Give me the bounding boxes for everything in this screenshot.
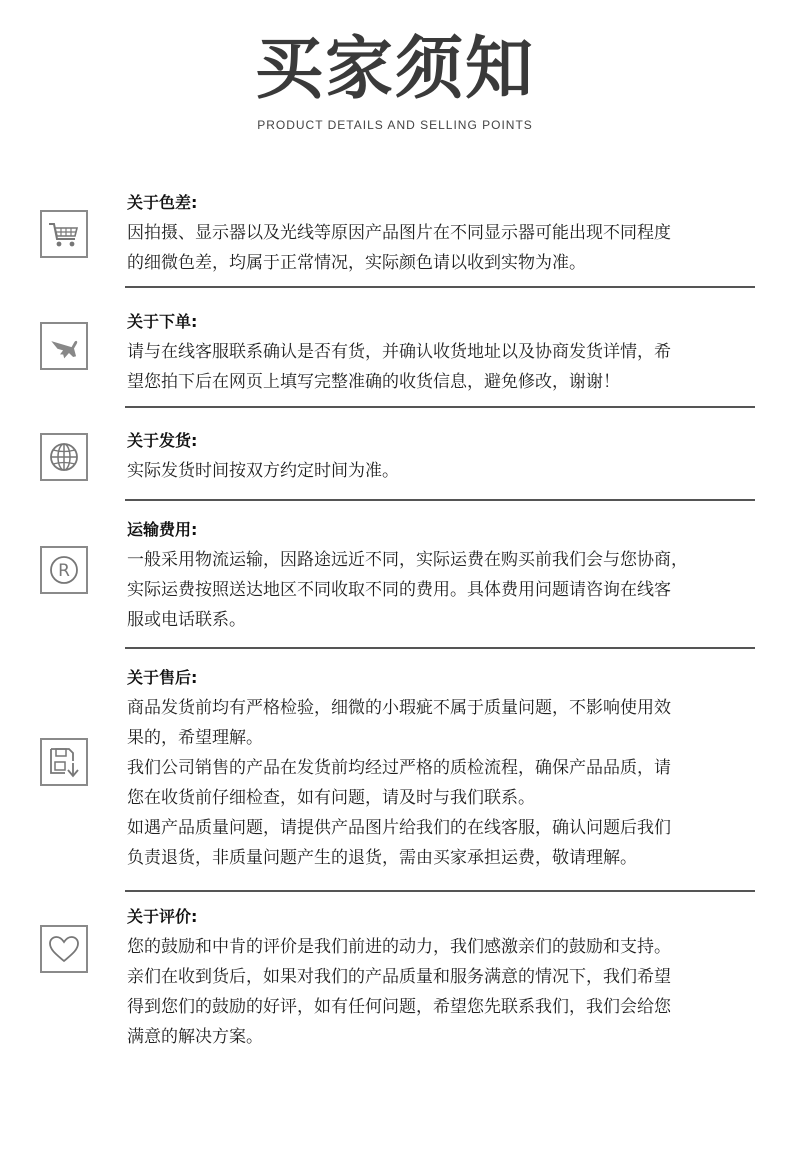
airplane-icon <box>40 322 88 370</box>
section-text-line: 我们公司销售的产品在发货前均经过严格的质检流程，确保产品品质，请 <box>127 758 671 778</box>
section-text-line: 请与在线客服联系确认是否有货，并确认收货地址以及协商发货详情，希 <box>127 342 671 362</box>
shopping-cart-icon <box>40 210 88 258</box>
save-download-icon <box>40 738 88 786</box>
section-ordering <box>127 311 747 397</box>
globe-icon <box>40 433 88 481</box>
divider <box>125 890 755 892</box>
divider <box>125 406 755 408</box>
section-text-line: 实际发货时间按双方约定时间为准。 <box>127 461 399 481</box>
section-text-line: 因拍摄、显示器以及光线等原因产品图片在不同显示器可能出现不同程度 <box>127 223 671 243</box>
heart-icon <box>40 925 88 973</box>
section-text-line: 您在收货前仔细检查，如有问题，请及时与我们联系。 <box>127 788 535 808</box>
section-text-line: 满意的解决方案。 <box>127 1027 263 1047</box>
section-color-difference <box>127 192 747 278</box>
section-text-line: 负责退货，非质量问题产生的退货，需由买家承担运费，敬请理解。 <box>127 848 637 868</box>
section-title: 关于售后: <box>127 668 198 687</box>
section-text-line: 望您拍下后在网页上填写完整准确的收货信息，避免修改，谢谢！ <box>127 372 620 392</box>
divider <box>125 499 755 501</box>
section-text-line: 商品发货前均有严格检验，细微的小瑕疵不属于质量问题，不影响使用效 <box>127 698 671 718</box>
svg-text:R: R <box>58 561 70 581</box>
divider <box>125 286 755 288</box>
section-text-line: 实际运费按照送达地区不同收取不同的费用。具体费用问题请咨询在线客 <box>127 580 671 600</box>
section-text-line: 得到您们的鼓励的好评，如有任何问题，希望您先联系我们，我们会给您 <box>127 997 671 1017</box>
section-reviews <box>127 906 747 1052</box>
section-text-line: 的细微色差，均属于正常情况，实际颜色请以收到实物为准。 <box>127 253 586 273</box>
section-text-line: 果的，希望理解。 <box>127 728 263 748</box>
section-text-line: 一般采用物流运输，因路途远近不同，实际运费在购买前我们会与您协商， <box>127 550 688 570</box>
divider <box>125 647 755 649</box>
section-after-sales <box>127 667 747 873</box>
section-text-line: 如遇产品质量问题，请提供产品图片给我们的在线客服，确认问题后我们 <box>127 818 671 838</box>
section-title: 关于评价: <box>127 907 198 926</box>
section-title: 关于发货: <box>127 431 198 450</box>
page-title: 买家须知 <box>254 30 535 109</box>
section-text-line: 服或电话联系。 <box>127 610 246 630</box>
registered-icon <box>40 546 88 594</box>
section-transport-cost <box>127 519 747 635</box>
section-title: 关于色差: <box>127 193 198 212</box>
section-text-line: 亲们在收到货后，如果对我们的产品质量和服务满意的情况下，我们希望 <box>127 967 671 987</box>
section-shipping <box>127 430 747 486</box>
section-title: 关于下单: <box>127 312 198 331</box>
section-title: 运输费用: <box>127 520 198 539</box>
section-text-line: 您的鼓励和中肯的评价是我们前进的动力，我们感激亲们的鼓励和支持。 <box>127 937 671 957</box>
page-subtitle: PRODUCT DETAILS AND SELLING POINTS <box>257 118 533 132</box>
